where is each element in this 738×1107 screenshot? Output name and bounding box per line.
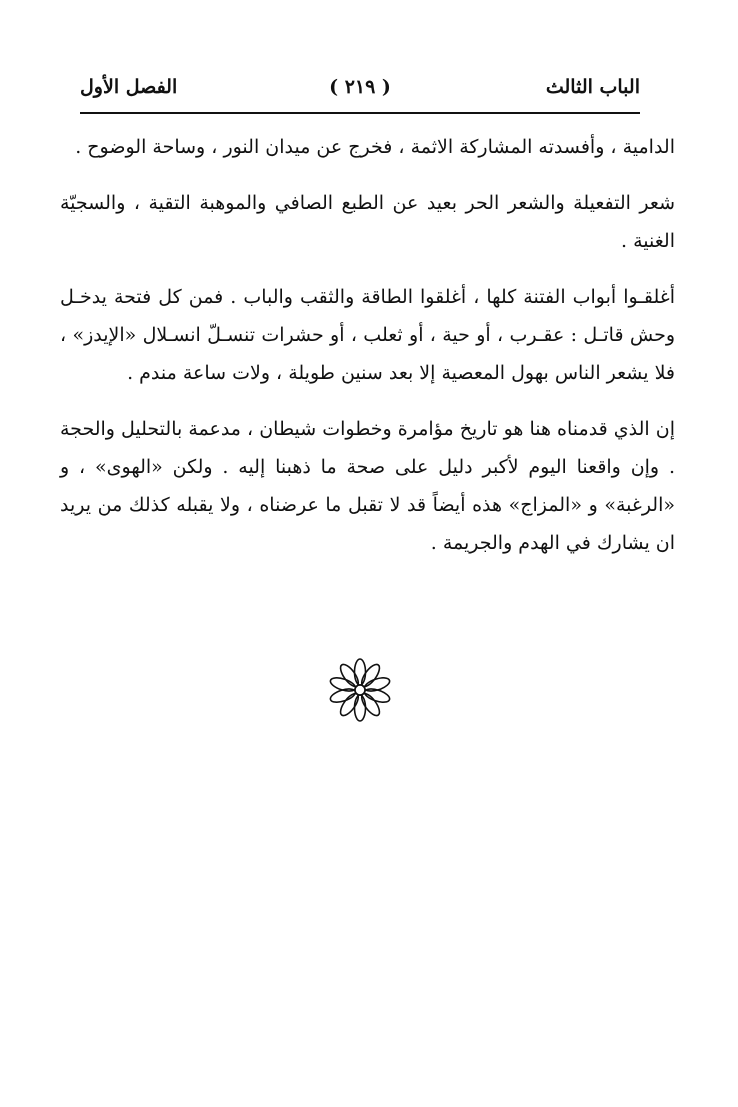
paragraph-2: شعر التفعيلة والشعر الحر بعيد عن الطبع الصافي والموهبة التقية ، والسجيّة الغنية . — [60, 192, 675, 252]
chapter-title: الباب الثالث — [545, 76, 640, 98]
body-text — [60, 128, 675, 562]
header-rule — [80, 112, 640, 114]
page-number: ( ٢١٩ ) — [329, 76, 391, 98]
paragraph-1: الدامية ، وأفسدته المشاركة الاثمة ، فخرج عن ميدان النور ، وساحة الوضوح . — [75, 136, 675, 158]
paragraph-3: أغلقـوا أبواب الفتنة كلها ، أغلقوا الطاقة والثقب والباب . فمن كل فتحة يدخـل وحش قاتـل : عقـرب ، أو حية ، أو ثعلب ، أو حشرات تنسـلّ انسـلال «الإيدز» ، فلا يشعر الناس بهول المعصية إلا بعد سنين طويلة ، ولات ساعة مندم . — [60, 286, 675, 384]
paragraph-4: إن الذي قدمناه هنا هو تاريخ مؤامرة وخطوات شيطان ، مدعمة بالتحليل والحجة . وإن واقعنا اليوم لأكبر دليل على صحة ما ذهبنا إليه . ولكن «الهوى» ، و «الرغبة» و «المزاج» هذه أيضاً قد لا تقبل ما عرضناه ، ولا يقبله كذلك من يريد ان يشارك في الهدم والجريمة . — [60, 418, 675, 554]
flower-ornament-icon — [320, 650, 400, 730]
page-header — [80, 72, 640, 106]
section-title: الفصل الأول — [80, 76, 178, 98]
